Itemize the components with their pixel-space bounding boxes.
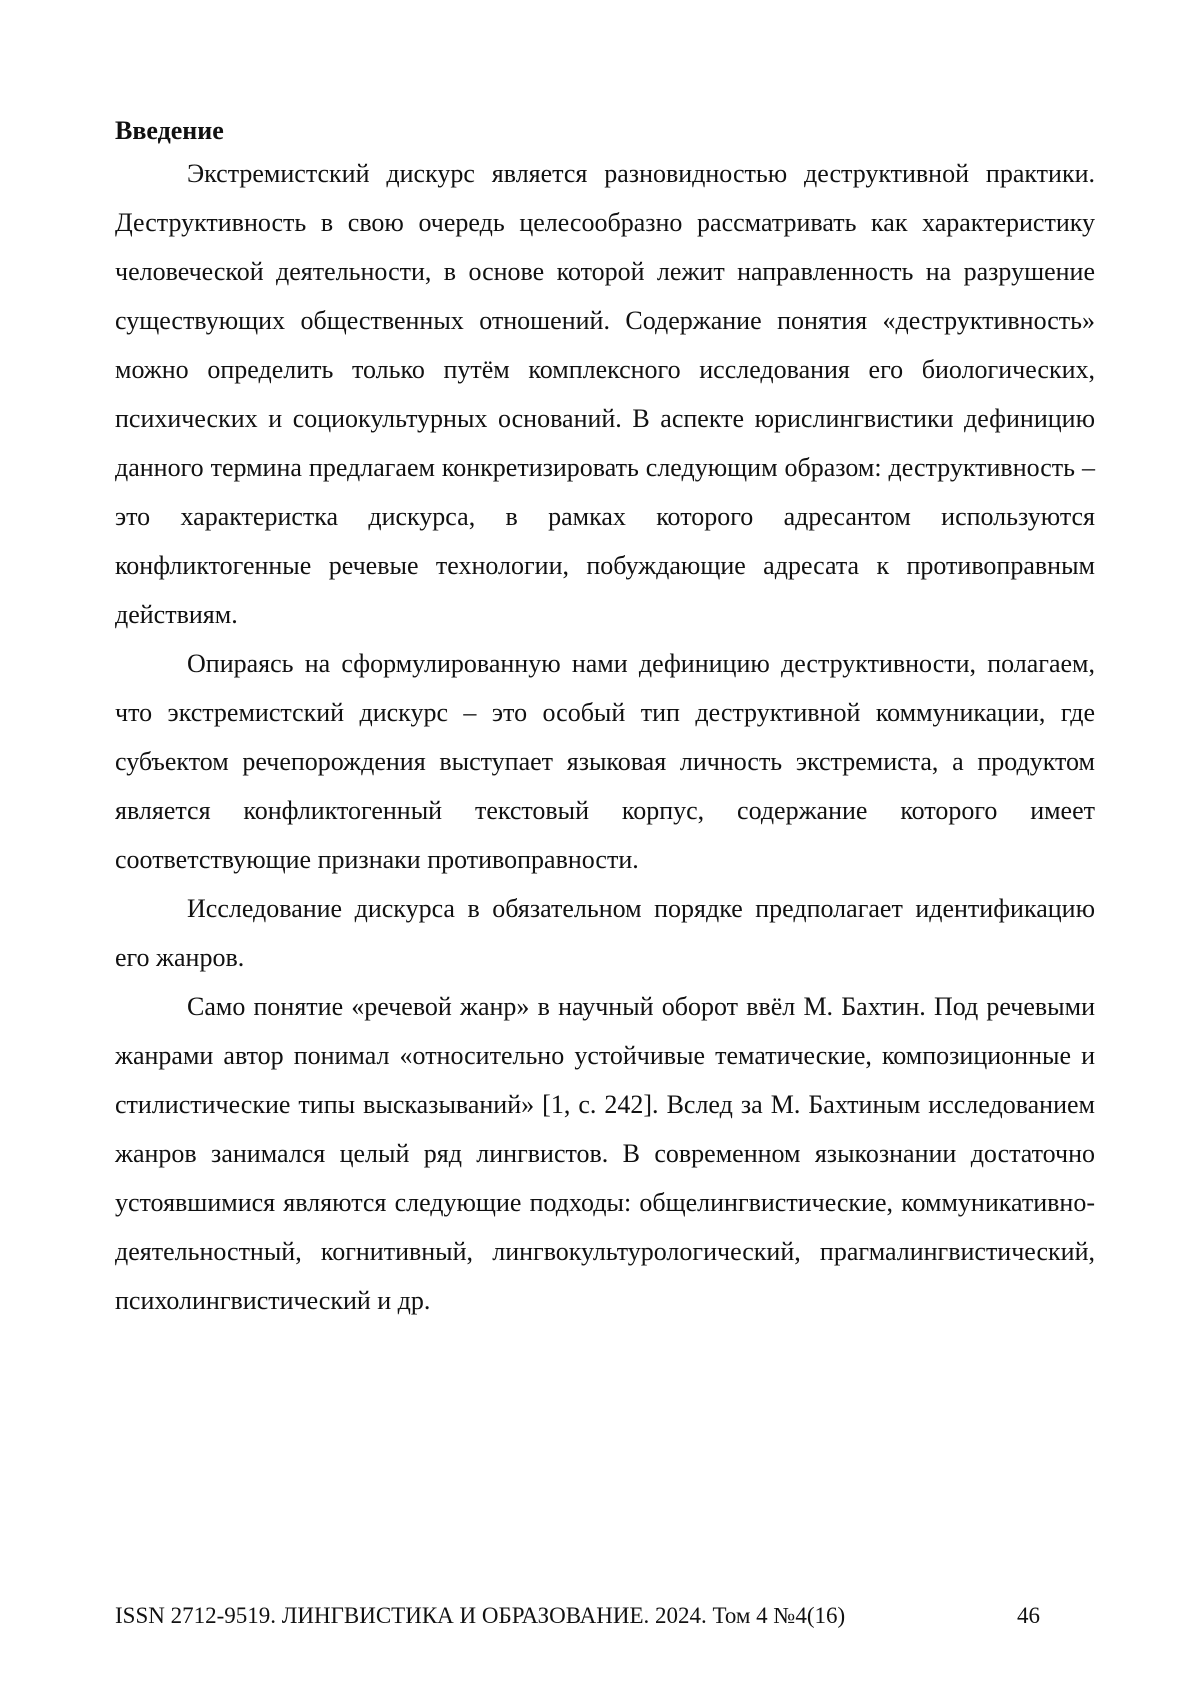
page-number: 46	[1017, 1603, 1040, 1628]
paragraph-extremist-discourse: Опираясь на сформулированную нами дефиницию деструктивности, полагаем, что экстремистский дискурс – это особый тип деструктивной коммуникации, где субъектом речепорождения выступает языковая личность экстремиста, а продуктом является конфликтогенный текстовый корпус, содержание которого имеет соответствующие признаки противоправности.	[115, 649, 1095, 874]
section-heading: Введение	[115, 116, 224, 145]
journal-citation: ISSN 2712-9519. ЛИНГВИСТИКА И ОБРАЗОВАНИЕ. 2024. Том 4 №4(16)	[115, 1603, 846, 1628]
article-body	[115, 113, 1095, 1325]
paragraph-speech-genre: Само понятие «речевой жанр» в научный оборот ввёл М. Бахтин. Под речевыми жанрами автор понимал «относительно устойчивые тематические, композиционные и стилистические типы высказываний» [1, с. 242]. Вслед за М. Бахтиным исследованием жанров занимался целый ряд лингвистов. В современном языкознании достаточно устоявшимися являются следующие подходы: общелингвистические, коммуникативно-деятельностный, когнитивный, лингвокультурологический, прагмалингвистический, психолингвистический и др.	[115, 992, 1095, 1315]
paragraph-genre-identification: Исследование дискурса в обязательном порядке предполагает идентификацию его жанров.	[115, 894, 1095, 972]
paragraph-destructiveness: Экстремистский дискурс является разновидностью деструктивной практики. Деструктивность в свою очередь целесообразно рассматривать как характеристику человеческой деятельности, в основе которой лежит направленность на разрушение существующих общественных отношений. Содержание понятия «деструктивность» можно определить только путём комплексного исследования его биологических, психических и социокультурных оснований. В аспекте юрислингвистики дефиницию данного термина предлагаем конкретизировать следующим образом: деструктивность – это характеристка дискурса, в рамках которого адресантом используются конфликтогенные речевые технологии, побуждающие адресата к противоправным действиям.	[115, 159, 1095, 629]
